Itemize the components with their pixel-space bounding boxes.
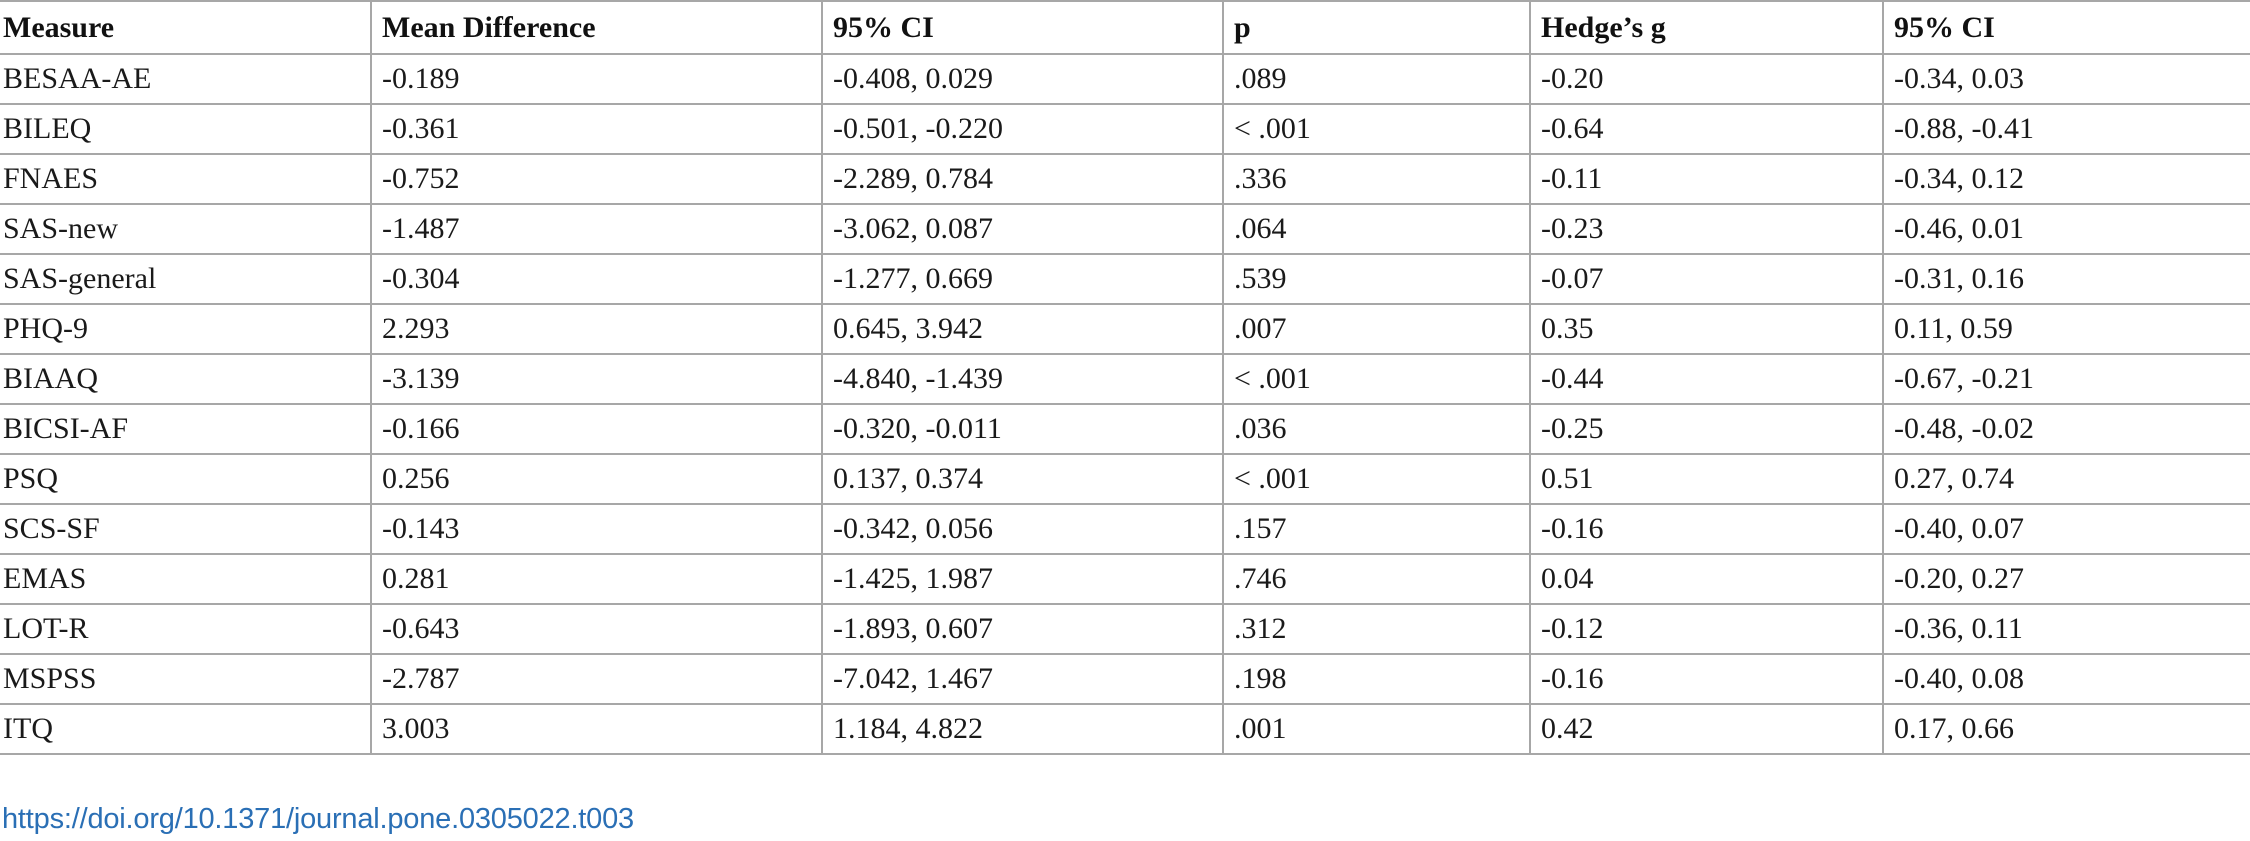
cell-p: .198 — [1223, 654, 1530, 704]
cell-ci-mean: -0.501, -0.220 — [822, 104, 1223, 154]
cell-measure: FNAES — [0, 154, 371, 204]
cell-mean-difference: -0.752 — [371, 154, 822, 204]
cell-p: .007 — [1223, 304, 1530, 354]
table-row — [0, 404, 2250, 454]
cell-p: < .001 — [1223, 104, 1530, 154]
cell-mean-difference: -0.189 — [371, 54, 822, 104]
table-row — [0, 104, 2250, 154]
header-ci-mean: 95% CI — [822, 1, 1223, 54]
cell-measure: SCS-SF — [0, 504, 371, 554]
cell-ci-mean: 0.645, 3.942 — [822, 304, 1223, 354]
cell-ci-g: 0.27, 0.74 — [1883, 454, 2250, 504]
header-row — [0, 1, 2250, 54]
cell-ci-g: 0.17, 0.66 — [1883, 704, 2250, 754]
cell-hedges-g: -0.12 — [1530, 604, 1883, 654]
cell-mean-difference: 0.256 — [371, 454, 822, 504]
cell-measure: BIAAQ — [0, 354, 371, 404]
cell-p: .336 — [1223, 154, 1530, 204]
header-mean-difference: Mean Difference — [371, 1, 822, 54]
cell-ci-g: -0.31, 0.16 — [1883, 254, 2250, 304]
table-row — [0, 254, 2250, 304]
cell-ci-mean: 0.137, 0.374 — [822, 454, 1223, 504]
cell-ci-g: 0.11, 0.59 — [1883, 304, 2250, 354]
table-row — [0, 504, 2250, 554]
cell-mean-difference: -2.787 — [371, 654, 822, 704]
cell-ci-g: -0.88, -0.41 — [1883, 104, 2250, 154]
cell-hedges-g: -0.20 — [1530, 54, 1883, 104]
cell-ci-mean: -0.320, -0.011 — [822, 404, 1223, 454]
cell-mean-difference: -0.304 — [371, 254, 822, 304]
cell-p: < .001 — [1223, 354, 1530, 404]
cell-ci-mean: -1.277, 0.669 — [822, 254, 1223, 304]
cell-ci-g: -0.40, 0.08 — [1883, 654, 2250, 704]
cell-hedges-g: -0.25 — [1530, 404, 1883, 454]
header-ci-g: 95% CI — [1883, 1, 2250, 54]
cell-hedges-g: -0.23 — [1530, 204, 1883, 254]
cell-hedges-g: 0.35 — [1530, 304, 1883, 354]
cell-p: .036 — [1223, 404, 1530, 454]
cell-p: .539 — [1223, 254, 1530, 304]
cell-hedges-g: -0.16 — [1530, 654, 1883, 704]
cell-mean-difference: 3.003 — [371, 704, 822, 754]
cell-mean-difference: -0.143 — [371, 504, 822, 554]
cell-ci-mean: 1.184, 4.822 — [822, 704, 1223, 754]
cell-mean-difference: -0.361 — [371, 104, 822, 154]
cell-mean-difference: -1.487 — [371, 204, 822, 254]
table-row — [0, 304, 2250, 354]
table-row — [0, 554, 2250, 604]
cell-ci-mean: -1.425, 1.987 — [822, 554, 1223, 604]
cell-ci-g: -0.36, 0.11 — [1883, 604, 2250, 654]
cell-p: .746 — [1223, 554, 1530, 604]
cell-p: .001 — [1223, 704, 1530, 754]
cell-measure: LOT-R — [0, 604, 371, 654]
cell-hedges-g: -0.07 — [1530, 254, 1883, 304]
table-row — [0, 204, 2250, 254]
doi-link[interactable]: https://doi.org/10.1371/journal.pone.0305022.t003 — [2, 803, 634, 835]
cell-hedges-g: 0.51 — [1530, 454, 1883, 504]
cell-ci-mean: -7.042, 1.467 — [822, 654, 1223, 704]
table-body — [0, 54, 2250, 754]
cell-ci-mean: -3.062, 0.087 — [822, 204, 1223, 254]
cell-measure: BICSI-AF — [0, 404, 371, 454]
table-row — [0, 354, 2250, 404]
cell-ci-g: -0.40, 0.07 — [1883, 504, 2250, 554]
cell-ci-g: -0.48, -0.02 — [1883, 404, 2250, 454]
cell-ci-g: -0.34, 0.12 — [1883, 154, 2250, 204]
table-row — [0, 704, 2250, 754]
cell-p: .157 — [1223, 504, 1530, 554]
cell-p: < .001 — [1223, 454, 1530, 504]
table-header — [0, 1, 2250, 54]
cell-hedges-g: -0.44 — [1530, 354, 1883, 404]
cell-mean-difference: 0.281 — [371, 554, 822, 604]
cell-ci-mean: -1.893, 0.607 — [822, 604, 1223, 654]
cell-p: .064 — [1223, 204, 1530, 254]
table-row — [0, 604, 2250, 654]
table-row — [0, 654, 2250, 704]
cell-hedges-g: -0.11 — [1530, 154, 1883, 204]
header-p: p — [1223, 1, 1530, 54]
cell-ci-mean: -4.840, -1.439 — [822, 354, 1223, 404]
cell-measure: SAS-general — [0, 254, 371, 304]
cell-measure: MSPSS — [0, 654, 371, 704]
cell-measure: EMAS — [0, 554, 371, 604]
cell-ci-mean: -2.289, 0.784 — [822, 154, 1223, 204]
cell-measure: BILEQ — [0, 104, 371, 154]
cell-ci-g: -0.20, 0.27 — [1883, 554, 2250, 604]
cell-ci-g: -0.34, 0.03 — [1883, 54, 2250, 104]
cell-hedges-g: 0.04 — [1530, 554, 1883, 604]
cell-hedges-g: -0.16 — [1530, 504, 1883, 554]
cell-p: .089 — [1223, 54, 1530, 104]
cell-ci-g: -0.46, 0.01 — [1883, 204, 2250, 254]
cell-ci-mean: -0.342, 0.056 — [822, 504, 1223, 554]
cell-measure: SAS-new — [0, 204, 371, 254]
table-row — [0, 154, 2250, 204]
cell-measure: PHQ-9 — [0, 304, 371, 354]
cell-hedges-g: 0.42 — [1530, 704, 1883, 754]
header-hedges-g: Hedge’s g — [1530, 1, 1883, 54]
cell-ci-g: -0.67, -0.21 — [1883, 354, 2250, 404]
cell-measure: ITQ — [0, 704, 371, 754]
cell-ci-mean: -0.408, 0.029 — [822, 54, 1223, 104]
cell-measure: BESAA-AE — [0, 54, 371, 104]
cell-mean-difference: -0.166 — [371, 404, 822, 454]
cell-mean-difference: -3.139 — [371, 354, 822, 404]
table-row — [0, 54, 2250, 104]
cell-mean-difference: 2.293 — [371, 304, 822, 354]
cell-p: .312 — [1223, 604, 1530, 654]
header-measure: Measure — [0, 1, 371, 54]
cell-mean-difference: -0.643 — [371, 604, 822, 654]
cell-hedges-g: -0.64 — [1530, 104, 1883, 154]
table-row — [0, 454, 2250, 504]
cell-measure: PSQ — [0, 454, 371, 504]
